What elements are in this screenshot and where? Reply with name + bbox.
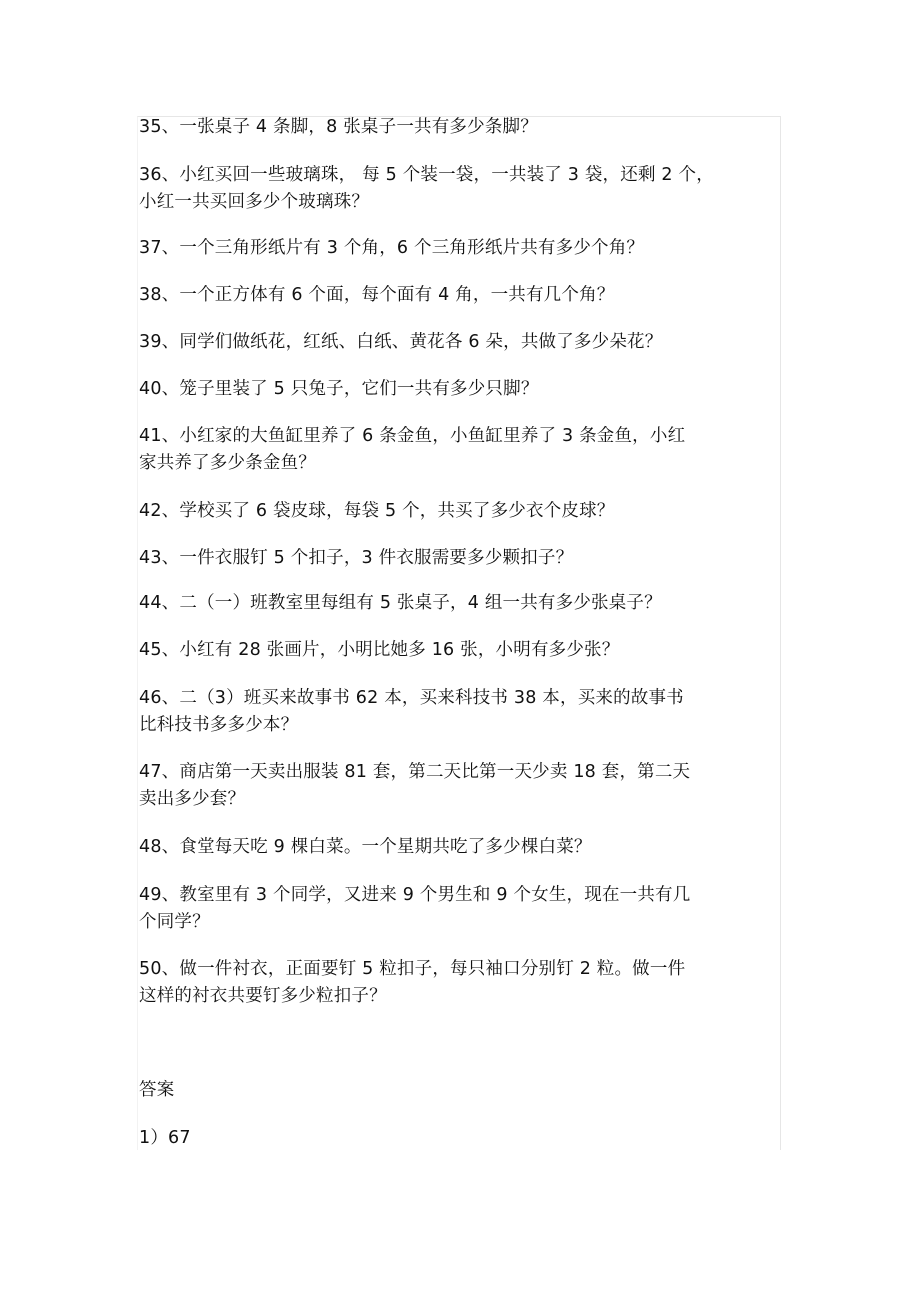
- question-42: 42、学校买了 6 袋皮球，每袋 5 个，共买了多少衣个皮球？: [139, 501, 615, 521]
- answer-item-1: 1）67: [139, 1128, 191, 1148]
- question-38: 38、一个正方体有 6 个面，每个面有 4 角，一共有几个角？: [139, 285, 615, 305]
- question-45: 45、小红有 28 张画片，小明比她多 16 张，小明有多少张？: [139, 640, 620, 660]
- question-46: 46、二（3）班买来故事书 62 本，买来科技书 38 本，买来的故事书 比科技书多多少本？: [139, 688, 684, 735]
- question-35: 35、一张桌子 4 条脚，8 张桌子一共有多少条脚？: [139, 117, 538, 137]
- question-44: 44、二（一）班教室里每组有 5 张桌子，4 组一共有多少张桌子？: [139, 593, 662, 613]
- question-47: 47、商店第一天卖出服装 81 套，第二天比第一天少卖 18 套，第二天 卖出多少套？: [139, 762, 691, 809]
- question-37: 37、一个三角形纸片有 3 个角，6 个三角形纸片共有多少个角？: [139, 238, 645, 258]
- question-50: 50、做一件衬衣，正面要钉 5 粒扣子，每只袖口分别钉 2 粒。做一件 这样的衬衣共要钉多少粒扣子？: [139, 959, 686, 1006]
- question-48: 48、食堂每天吃 9 棵白菜。一个星期共吃了多少棵白菜？: [139, 837, 592, 857]
- question-40: 40、笼子里装了 5 只兔子，它们一共有多少只脚？: [139, 379, 539, 399]
- answers-heading: 答案: [139, 1080, 175, 1100]
- question-43: 43、一件衣服钉 5 个扣子，3 件衣服需要多少颗扣子？: [139, 548, 574, 568]
- question-41: 41、小红家的大鱼缸里养了 6 条金鱼，小鱼缸里养了 3 条金鱼，小红 家共养了多少条金鱼？: [139, 426, 686, 473]
- question-36: 36、小红买回一些玻璃珠， 每 5 个装一袋，一共装了 3 袋，还剩 2 个， 小红一共买回多少个玻璃珠？: [139, 165, 714, 212]
- question-49: 49、教室里有 3 个同学，又进来 9 个男生和 9 个女生，现在一共有几 个同学？: [139, 885, 691, 932]
- question-39: 39、同学们做纸花，红纸、白纸、黄花各 6 朵，共做了多少朵花？: [139, 332, 663, 352]
